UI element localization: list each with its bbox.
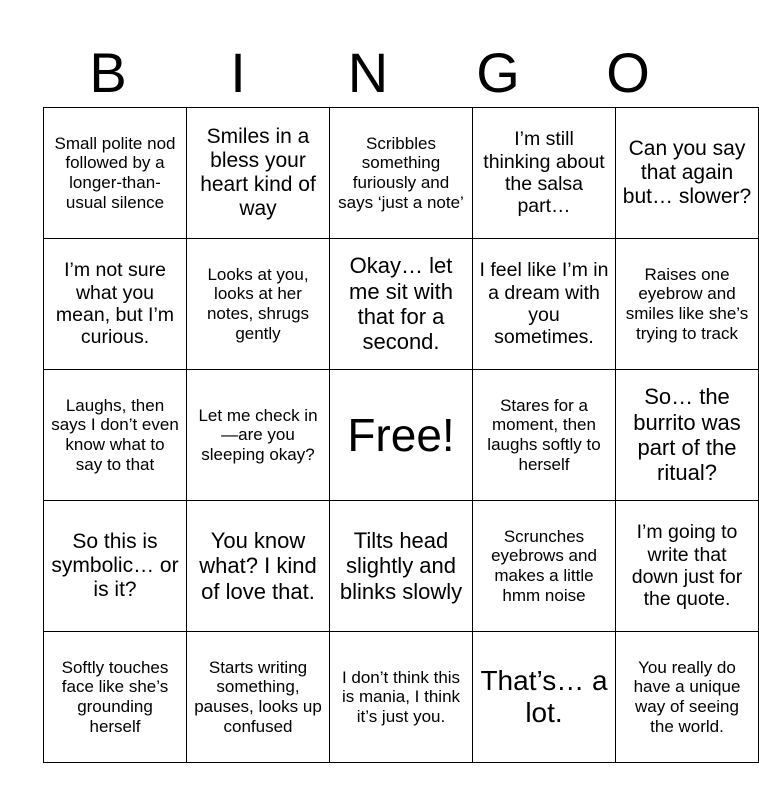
bingo-cell[interactable]: So… the burrito was part of the ritual? — [616, 370, 759, 501]
bingo-cell[interactable]: Smiles in a bless your heart kind of way — [187, 108, 330, 239]
bingo-row — [44, 370, 759, 501]
header-letter-g: G — [476, 41, 520, 104]
bingo-cell[interactable]: Stares for a moment, then laughs softly to herself — [473, 370, 616, 501]
bingo-cell[interactable]: That’s… a lot. — [473, 632, 616, 763]
bingo-cell[interactable]: Small polite nod followed by a longer-than-usual silence — [44, 108, 187, 239]
bingo-cell[interactable]: Okay… let me sit with that for a second. — [330, 239, 473, 370]
free-space-cell[interactable]: Free! — [330, 370, 473, 501]
bingo-cell[interactable]: Can you say that again but… slower? — [616, 108, 759, 239]
bingo-row — [44, 501, 759, 632]
bingo-header — [43, 40, 693, 106]
bingo-row — [44, 632, 759, 763]
bingo-cell[interactable]: Scrunches eyebrows and makes a little hmm noise — [473, 501, 616, 632]
bingo-cell[interactable]: So this is symbolic… or is it? — [44, 501, 187, 632]
bingo-cell[interactable]: I’m still thinking about the salsa part… — [473, 108, 616, 239]
bingo-cell[interactable]: Tilts head slightly and blinks slowly — [330, 501, 473, 632]
bingo-cell[interactable]: Raises one eyebrow and smiles like she’s trying to track — [616, 239, 759, 370]
bingo-cell[interactable]: I’m going to write that down just for the quote. — [616, 501, 759, 632]
bingo-cell[interactable]: I’m not sure what you mean, but I’m curious. — [44, 239, 187, 370]
header-letter-n: N — [347, 41, 389, 104]
bingo-cell[interactable]: I don’t think this is mania, I think it’s just you. — [330, 632, 473, 763]
bingo-cell[interactable]: Softly touches face like she’s grounding herself — [44, 632, 187, 763]
header-letter-b: B — [89, 41, 127, 104]
bingo-cell[interactable]: Starts writing something, pauses, looks up confused — [187, 632, 330, 763]
bingo-cell[interactable]: Laughs, then says I don’t even know what to say to that — [44, 370, 187, 501]
bingo-cell[interactable]: Looks at you, looks at her notes, shrugs gently — [187, 239, 330, 370]
bingo-row — [44, 108, 759, 239]
bingo-card — [43, 107, 759, 763]
header-letter-o: O — [606, 41, 650, 104]
bingo-cell[interactable]: I feel like I’m in a dream with you sometimes. — [473, 239, 616, 370]
header-letter-i: I — [230, 41, 246, 104]
bingo-row — [44, 239, 759, 370]
bingo-cell[interactable]: Let me check in—are you sleeping okay? — [187, 370, 330, 501]
bingo-cell[interactable]: You really do have a unique way of seeing the world. — [616, 632, 759, 763]
bingo-cell[interactable]: Scribbles something furiously and says ‘just a note’ — [330, 108, 473, 239]
bingo-cell[interactable]: You know what? I kind of love that. — [187, 501, 330, 632]
